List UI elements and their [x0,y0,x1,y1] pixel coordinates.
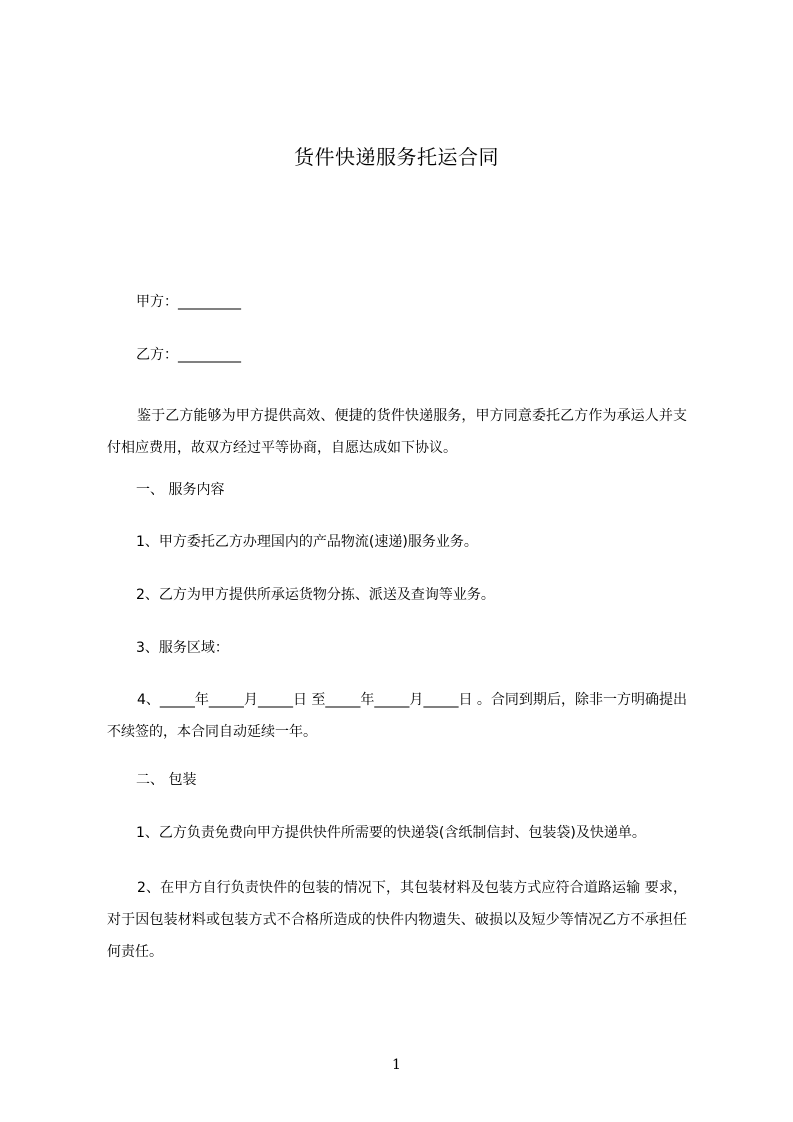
party-a-line: 甲方：_________ [136,294,241,310]
page-number: 1 [392,1057,401,1073]
document-title: 货件快递服务托运合同 [294,145,499,169]
section-1-item-3: 3、服务区域： [136,640,229,656]
section-2-heading: 二、 包装 [136,772,197,788]
section-1-item-1: 1、甲方委托乙方办理国内的产品物流(速递)服务业务。 [136,534,478,550]
section-1-item-4: 4、_____年_____月_____日 至_____年_____月_____日 。合同到期后，除非一方明确提出不续签的，本合同自动延续一年。 [107,692,687,740]
party-b-line: 乙方：_________ [136,347,241,363]
section-2-item-2: 2、在甲方自行负责快件的包装的情况下，其包装材料及包装方式应符合道路运输 要求，对于因包装材料或包装方式不合格所造成的快件内物遗失、破损以及短少等情况乙方不承担任何责任。 [107,880,687,960]
section-1-heading: 一、 服务内容 [136,482,225,498]
section-2-item-1: 1、乙方负责免费向甲方提供快件所需要的快递袋(含纸制信封、包装袋)及快递单。 [136,825,646,841]
section-1-item-2: 2、乙方为甲方提供所承运货物分拣、派送及查询等业务。 [136,587,495,603]
preamble-paragraph: 鉴于乙方能够为甲方提供高效、便捷的货件快递服务，甲方同意委托乙方作为承运人并支付相应费用，故双方经过平等协商，自愿达成如下协议。 [107,408,687,456]
